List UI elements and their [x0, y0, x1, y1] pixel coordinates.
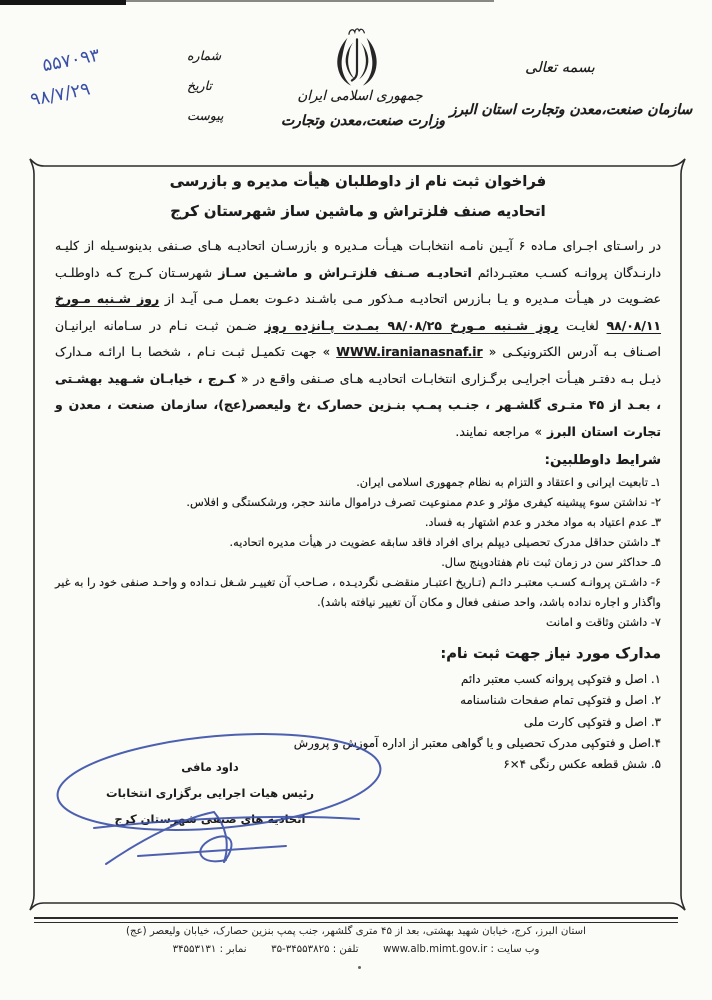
- para-part: » مراجعه نمایند.: [455, 423, 548, 439]
- para-duration: بمـدت پـانزده روز: [264, 317, 388, 333]
- signature-block: [70, 754, 350, 832]
- phone-number: ۳۴۵۵۳۸۲۵-۳۵: [271, 944, 330, 955]
- notice-title-line2: اتحادیه صنف فلزتراش و ماشین ساز شهرستان کرج: [170, 203, 546, 220]
- fax-label: نمابر :: [219, 944, 247, 955]
- handwritten-date: ۹۸/۷/۲۹: [28, 78, 92, 111]
- footer-dot: [358, 966, 361, 969]
- para-part: » جهت تکمیـل ثبـت نـام ، شخصا بـا ارائـه مـدارک ذیـل بـه دفتـر هیـأت اجرایـی برگـزاری انتخابـات اتحادیـه هـای صـنفی واقـع در «: [55, 344, 662, 386]
- para-date-end: روز شـنبه مـورخ ۹۸/۰۸/۲۵: [387, 317, 559, 333]
- iran-emblem-icon: [335, 26, 379, 88]
- handwritten-number: ۵۵۷۰۹۳: [40, 44, 102, 77]
- ministry-title: وزارت صنعت،معدن وتجارت: [280, 113, 445, 129]
- signatory-name: داود مافی: [181, 760, 239, 774]
- document-item: ۳. اصل و فتوکپی کارت ملی: [523, 714, 661, 729]
- document-item: ۲. اصل و فتوکپی تمام صفحات شناسنامه: [460, 693, 661, 708]
- republic-title: جمهوری اسلامی ایران: [297, 88, 423, 104]
- para-part: در راسـتای اجـرای مـاده ۶ آیـین نامـه انتخابـات هیـأت مـدیره و بازرسـان اتحادیـه هـای صـنفی بدینوسـیله از کلیـه دارنـدگان پروانـه کسـب معتبـردائم: [55, 238, 662, 280]
- condition-item: ۴ـ داشتن حداقل مدرک تحصیلی دیپلم برای افراد فاقد سابقه عضویت در هیأت مدیره اتحادیه.: [229, 536, 661, 549]
- document-item: ۴.اصل و فتوکپی مدرک تحصیلی و یا گواهی معتبر از اداره آموزش و پرورش: [293, 735, 661, 750]
- attachment-label: پیوست: [187, 108, 224, 123]
- conditions-heading: شرایط داوطلبین:: [544, 453, 661, 468]
- para-part-bold: اتحادیـه صـنف فلزتـراش و ماشـین سـاز: [218, 264, 472, 280]
- website-label: وب سایت :: [490, 944, 540, 955]
- document-item: ۱. اصل و فتوکپی پروانه کسب معتبر دائم: [461, 672, 661, 686]
- footer-divider: [34, 917, 678, 923]
- condition-item: ۲- نداشتن سوء پیشینه کیفری مؤثر و عدم ممنوعیت تصرف دراموال مانند حجر، ورشکستگی و افلاس.: [186, 496, 661, 509]
- website-url: www.alb.mimt.gov.ir: [383, 944, 488, 955]
- organization-name: سازمان صنعت،معدن وتجارت استان البرز: [449, 102, 693, 118]
- condition-item: ۱ـ تابعیت ایرانی و اعتقاد و التزام به نظام جمهوری اسلامی ایران.: [356, 476, 661, 489]
- signatory-role-1: رئیس هیات اجرایی برگزاری انتخابات: [106, 786, 314, 800]
- date-label: تاریخ: [187, 78, 212, 93]
- para-part: لغایـت: [558, 317, 607, 333]
- registration-url: WWW.iranianasnaf.ir: [336, 344, 483, 359]
- condition-item: ۵ـ حداکثر سن در زمان ثبت نام هفتادوپنج سال.: [441, 556, 661, 569]
- footer-address: استان البرز، کرج، خیابان شهید بهشتی، بعد از ۴۵ متری گلشهر، جنب پمپ بنزین حصارک، خیابان ولیعصر (عج): [126, 926, 586, 937]
- notice-paragraph: [55, 233, 661, 445]
- scan-artifact-line: [126, 0, 494, 2]
- condition-item: ۶- داشـتن پروانـه کسـب معتبـر دائـم (تـاریخ اعتبـار منقضـی نگردیـده ، صـاحب آن تغییـر شـغل نـداده و واحـد صنفی خود را به غیر واگذار و اجاره نداده باشد، واحد صنفی فعال و مکان آن تغییر نیافته باشد).: [55, 576, 661, 609]
- para-part: شهرسـتان کـرج کـه داوطلـب عضـویت در هیـأت مـدیره و یـا بـازرس اتحادیـه مـذکور مـی باشـند دعـوت بعمـل مـی آیـد از: [55, 264, 661, 306]
- document-item: ۵. شش قطعه عکس رنگی ۴×۶: [503, 757, 661, 772]
- para-address-bold: کـرج ، خیابـان شـهید بهشـتی ، بعـد از ۴۵ متـری گلشـهر ، جنـب پمـپ بنـزین حصارک ،خ ولیعصر(عج)، سازمان صنعت ، معدن و تجارت استان البرز: [55, 370, 661, 439]
- signatory-role-2: اتحادیه های صنفی شهرستان کرج: [114, 812, 306, 826]
- para-date-start: روز شـنبه مـورخ ۹۸/۰۸/۱۱: [55, 291, 661, 333]
- bismillah-text: بسمه تعالی: [525, 60, 595, 76]
- footer-contacts: [0, 944, 712, 955]
- phone-label: تلفن :: [332, 944, 359, 955]
- condition-item: ۳ـ عدم اعتیاد به مواد مخدر و عدم اشتهار به فساد.: [424, 516, 661, 529]
- documents-heading: مدارک مورد نیاز جهت ثبت نام:: [440, 645, 661, 662]
- fax-number: ۳۴۵۵۳۱۳۱: [172, 944, 217, 955]
- number-label: شماره: [187, 48, 222, 63]
- condition-item: ۷- داشتن وثاقت و امانت: [545, 616, 661, 629]
- notice-title-line1: فراخوان ثبت نام از داوطلبان هیأت مدیره و بازرسی: [169, 173, 547, 190]
- para-part: ضـمن ثبـت نـام در سـامانه ایرانیـان اصـناف بـه آدرس الکترونیکـی «: [55, 317, 661, 359]
- scan-artifact-bar: [0, 0, 126, 5]
